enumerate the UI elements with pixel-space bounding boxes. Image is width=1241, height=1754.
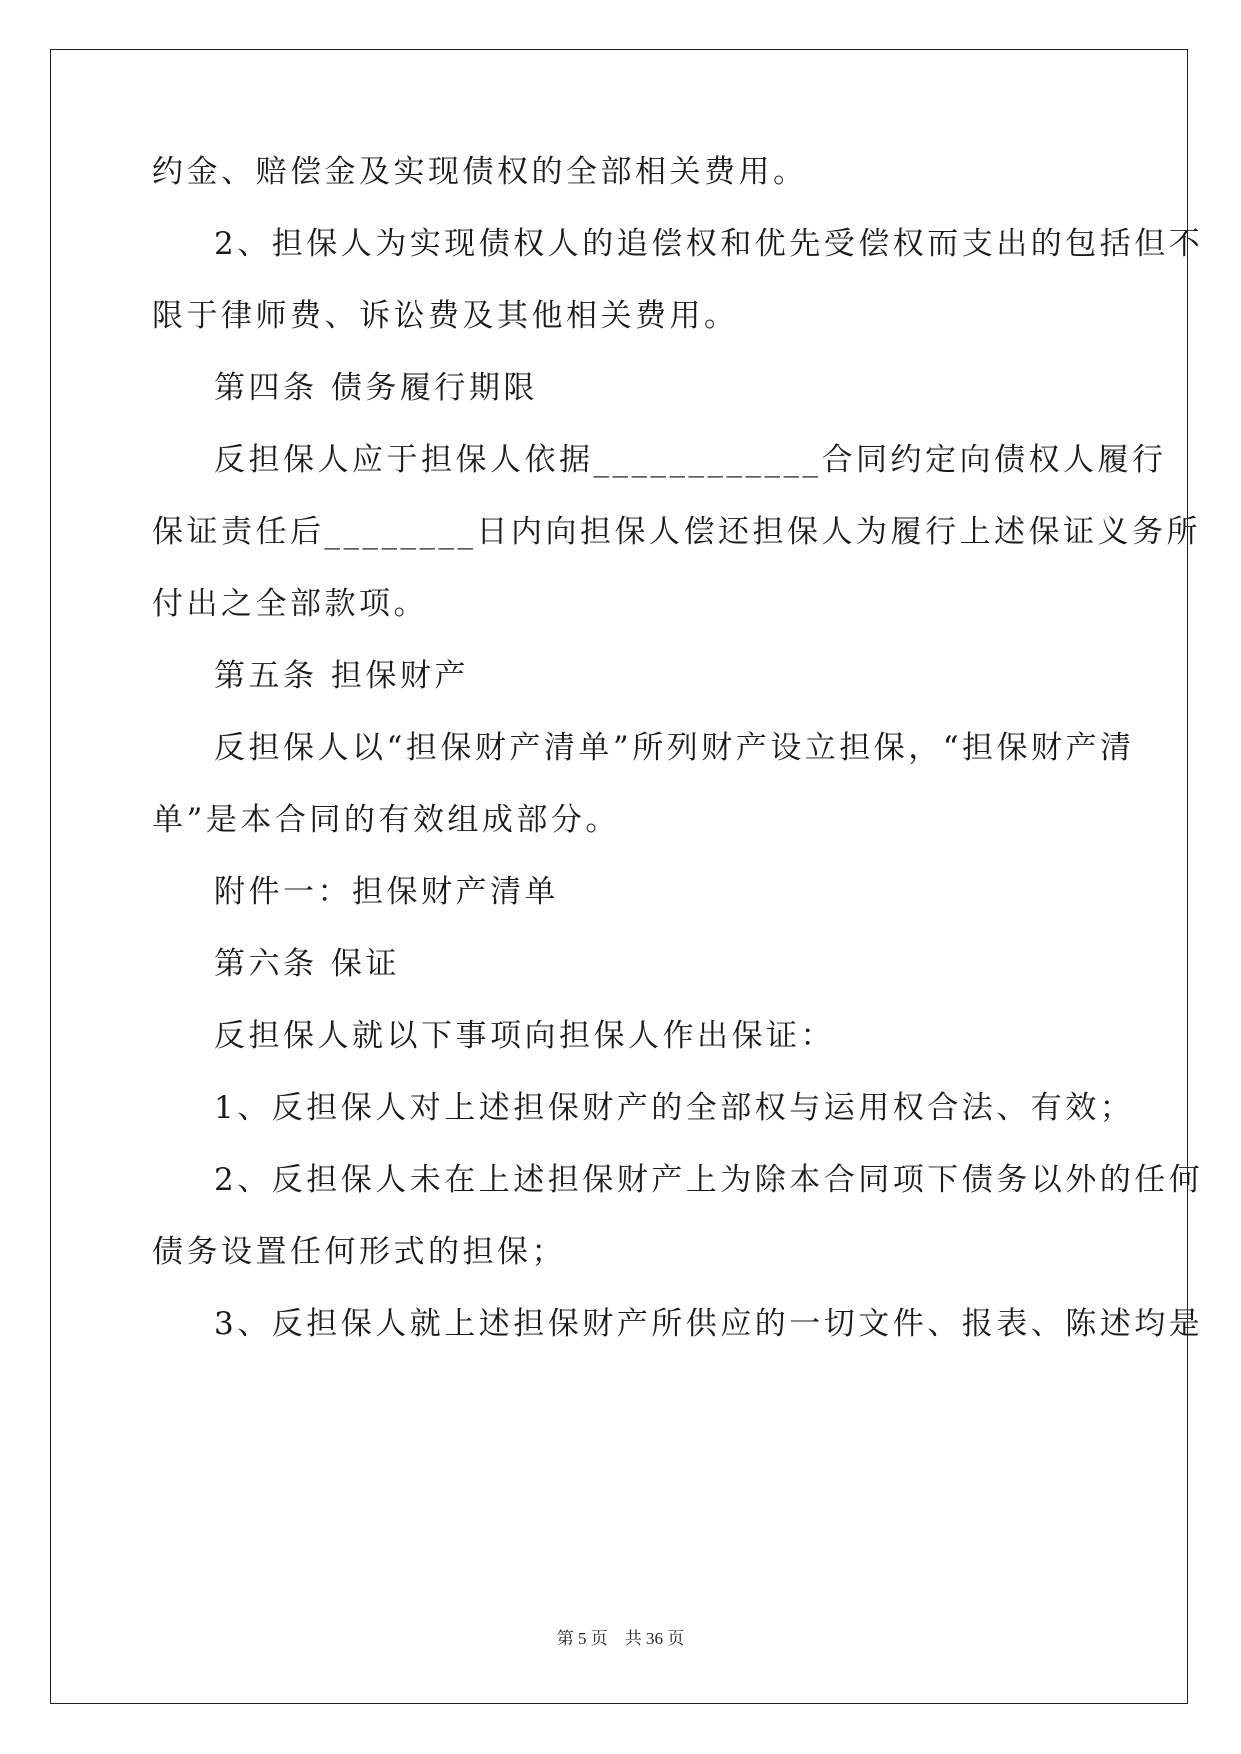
- list-item: 1、反担保人对上述担保财产的全部权与运用权合法、有效；: [214, 1090, 1135, 1126]
- text-line: 保证责任后________日内向担保人偿还担保人为履行上述保证义务所: [152, 514, 1201, 550]
- text-line: 反担保人应于担保人依据____________合同约定向债权人履行: [214, 442, 1167, 478]
- text-line: 反担保人以“担保财产清单”所列财产设立担保，“担保财产清: [214, 730, 1135, 766]
- text-line: 债务设置任何形式的担保；: [152, 1234, 566, 1270]
- list-item: 2、反担保人未在上述担保财产上为除本合同项下债务以外的任何: [214, 1162, 1204, 1198]
- attachment-line: 附件一：担保财产清单: [214, 874, 559, 910]
- page-number: 第 5 页 共 36 页: [556, 1629, 685, 1648]
- text-line: 单”是本合同的有效组成部分。: [152, 802, 620, 838]
- text-line: 2、担保人为实现债权人的追偿权和优先受偿权而支出的包括但不: [214, 226, 1204, 262]
- text-line: 约金、赔偿金及实现债权的全部相关费用。: [152, 154, 808, 190]
- section-heading: 第四条 债务履行期限: [214, 370, 538, 406]
- list-item: 3、反担保人就上述担保财产所供应的一切文件、报表、陈述均是: [214, 1306, 1204, 1342]
- text-line: 反担保人就以下事项向担保人作出保证：: [214, 1018, 835, 1054]
- text-line: 限于律师费、诉讼费及其他相关费用。: [152, 298, 739, 334]
- text-line: 付出之全部款项。: [152, 586, 428, 622]
- section-heading: 第五条 担保财产: [214, 658, 469, 694]
- section-heading: 第六条 保证: [214, 946, 400, 982]
